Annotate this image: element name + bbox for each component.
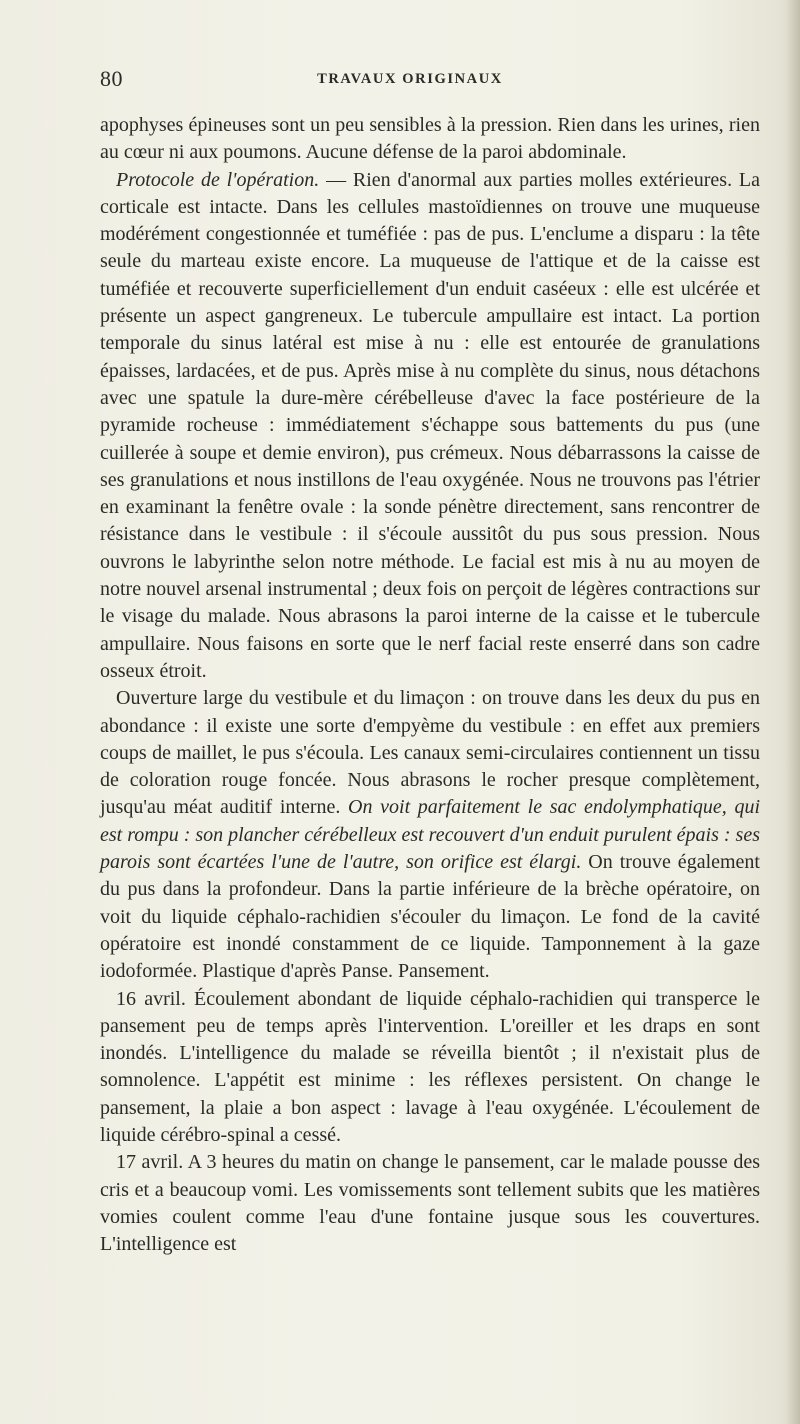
paragraph-4 — [100, 986, 760, 1150]
paragraph-1 — [100, 112, 760, 167]
paragraph-4-text: 16 avril. Écoulement abondant de liquide céphalo-rachidien qui transperce le pansement peu de temps après l'intervention. L'oreiller et les draps en sont inondés. L'intelligence du malade se réveilla bientôt ; il n'existait plus de somnolence. L'appétit est minime : les réflexes persistent. On change le pansement, la plaie a bon aspect : lavage à l'eau oxygénée. L'écoulement de liquide cérébro-spinal a cessé. — [100, 987, 760, 1146]
paragraph-2 — [100, 167, 760, 686]
page-header — [100, 66, 720, 96]
page-number: 80 — [100, 66, 123, 91]
paragraph-1-text: apophyses épineuses sont un peu sensibles à la pression. Rien dans les urines, rien au cœur ni aux poumons. Aucune défense de la paroi abdominale. — [100, 114, 760, 164]
article-body — [100, 112, 760, 1258]
paragraph-2-text: — Rien d'anormal aux parties molles extérieures. La corticale est intacte. Dans les cellules mastoïdiennes on trouve une muqueuse modérément congestionnée et tuméfiée : pas de pus. L'enclume a disparu : la tête seule du marteau existe encore. La muqueuse de l'attique et de la caisse est tuméfiée et recouverte superficiellement d'un enduit caséeux : elle est ulcérée et présente un aspect gangreneux. Le tubercule ampullaire est intact. La portion temporale du sinus latéral est mise à nu : elle est entourée de granulations épaisses, lardacées, et de pus. Après mise à nu complète du sinus, nous détachons avec une spatule la dure-mère cérébelleuse d'avec la face postérieure de la pyramide rocheuse : immédiatement s'échappe sous battements du pus (une cuillerée à soupe et demie environ), pus crémeux. Nous débarrassons la caisse de ses granulations et nous instillons de l'eau oxygénée. Nous ne trouvons pas l'étrier en examinant la fenêtre ovale : la sonde pénètre directement, sans rencontrer de résistance dans le vestibule : il s'écoule aussitôt du pus sous pression. Nous ouvrons le labyrinthe selon notre méthode. Le facial est mis à nu au moyen de notre nouvel arsenal instrumental ; deux fois on perçoit de légères contractions sur le visage du malade. Nous abrasons la paroi interne de la caisse et le tubercule ampullaire. Nous faisons en sorte que le nerf facial reste enserré dans son cadre osseux étroit. — [100, 168, 761, 682]
paragraph-5-text: 17 avril. A 3 heures du matin on change le pansement, car le malade pousse des cris et a beaucoup vomi. Les vomissements sont tellement subits que les matières vomies coulent comme l'eau d'une fontaine jusque sous les couvertures. L'intelligence est — [100, 1151, 760, 1256]
section-heading-protocole: Protocole de l'opération. — [116, 168, 320, 191]
page-edge-shadow — [786, 0, 800, 1424]
running-head: TRAVAUX ORIGINAUX — [317, 71, 503, 87]
paragraph-5 — [100, 1149, 760, 1258]
paragraph-3-text-b: On trouve également du pus dans la profondeur. Dans la partie inférieure de la brèche opératoire, on voit du liquide céphalo-rachidien s'écouler du limaçon. Le fond de la cavité opératoire est inondé constamment de ce liquide. Tamponnement à la gaze iodoformée. Plastique d'après Panse. Pansement. — [100, 851, 760, 983]
paragraph-3 — [100, 685, 760, 985]
paragraph-3-text-a: Ouverture large du vestibule et du limaçon : on trouve dans les deux du pus en abondance : il existe une sorte d'empyème du vestibule : en effet aux premiers coups de maillet, le pus s'écoula. Les canaux semi-circulaires contiennent un tissu de coloration rouge foncée. Nous abrasons le rocher presque complètement, jusqu'au méat auditif interne. — [100, 687, 760, 819]
paragraph-3-italic: On voit parfaitement le sac endolymphatique, qui est rompu : son plancher cérébelleux est recouvert d'un enduit purulent épais : ses parois sont écartées l'une de l'autre, son orifice est élargi. — [100, 796, 761, 874]
